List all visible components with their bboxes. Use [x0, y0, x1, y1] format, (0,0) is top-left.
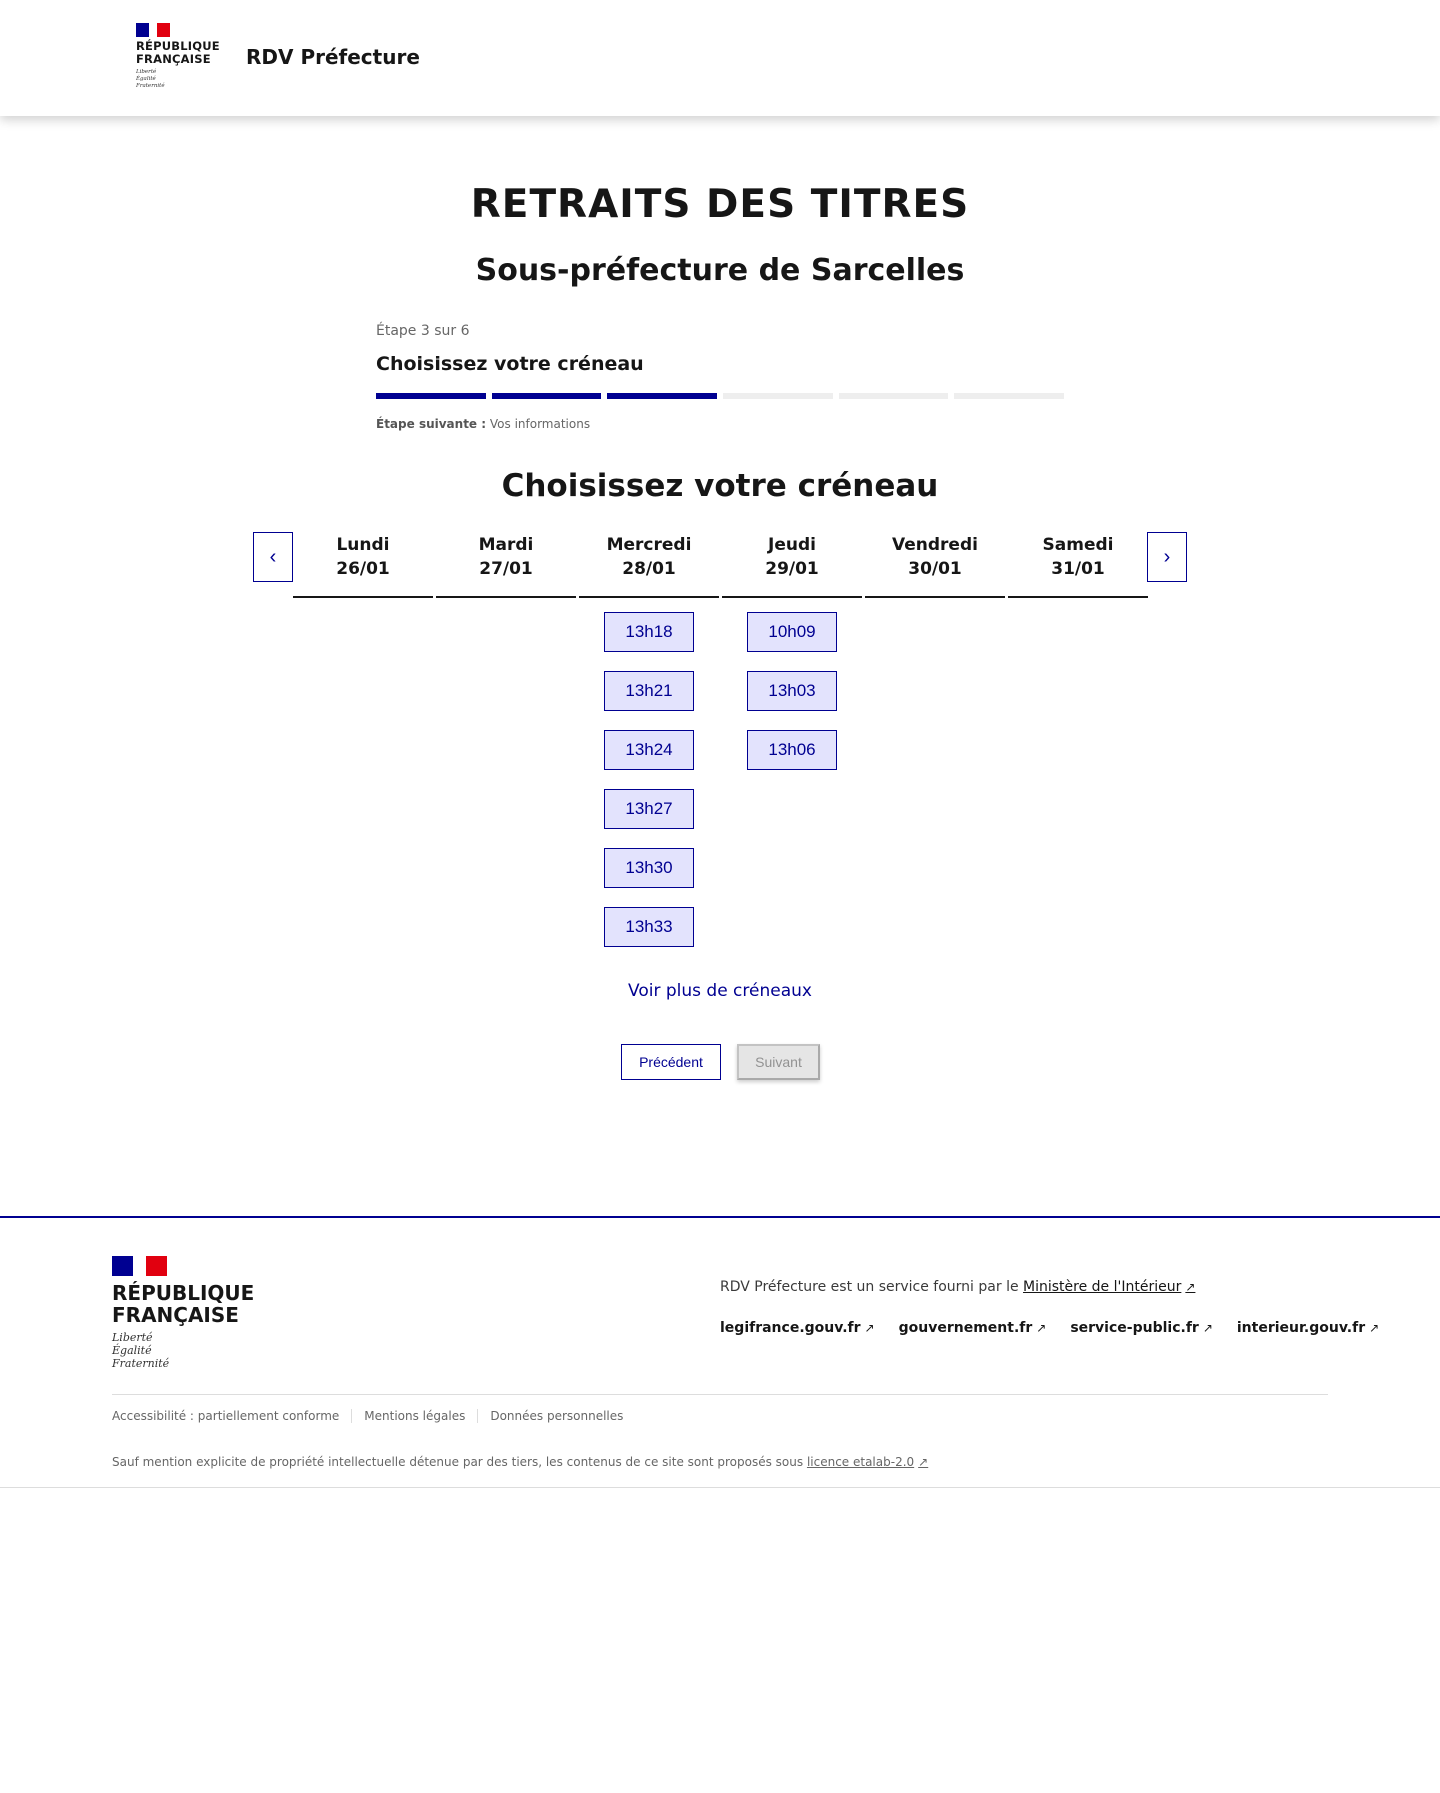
step-next-label: Étape suivante :: [376, 417, 487, 431]
personal-data-link[interactable]: Données personnelles: [477, 1409, 635, 1423]
external-link-icon: ↗: [864, 1321, 875, 1335]
external-link-icon: ↗: [1036, 1321, 1047, 1335]
external-link-icon: ↗: [1369, 1321, 1380, 1335]
next-step-button[interactable]: Suivant: [737, 1044, 820, 1080]
footer-logo-motto: Liberté Égalité Fraternité: [112, 1331, 170, 1370]
previous-step-button[interactable]: Précédent: [621, 1044, 721, 1080]
footer-links: [720, 1320, 1379, 1336]
day-column-vendredi: [865, 532, 1005, 598]
logo-motto: Liberté Égalité Fraternité: [136, 69, 165, 89]
day-column-lundi: [293, 532, 433, 598]
day-header: Samedi 31/01: [1008, 532, 1148, 598]
footer-bottom-links: [112, 1409, 635, 1423]
day-header: Mercredi 28/01: [579, 532, 719, 598]
license-link[interactable]: licence etalab-2.0 ↗: [806, 1455, 929, 1469]
interieur-link[interactable]: interieur.gouv.fr ↗: [1236, 1320, 1380, 1336]
more-slots-link[interactable]: Voir plus de créneaux: [628, 981, 812, 1001]
accessibility-link[interactable]: Accessibilité : partiellement conforme: [112, 1409, 340, 1423]
page-subtitle: Sous-préfecture de Sarcelles: [475, 253, 965, 288]
time-slot-button[interactable]: 13h24: [604, 730, 694, 770]
day-header: Lundi 26/01: [293, 532, 433, 598]
footer-divider: [112, 1394, 1328, 1395]
step-next-value: Vos informations: [489, 417, 591, 431]
step-segment: [376, 393, 486, 399]
marianne-flag-icon: [136, 23, 170, 37]
service-name[interactable]: RDV Préfecture: [246, 45, 420, 69]
external-link-icon: ↗: [1185, 1280, 1196, 1294]
legal-notice-link[interactable]: Mentions légales: [351, 1409, 477, 1423]
day-column-mardi: [436, 532, 576, 598]
time-slot-button[interactable]: 10h09: [747, 612, 837, 652]
time-slot-button[interactable]: 13h03: [747, 671, 837, 711]
step-progress-bar: [376, 393, 1064, 399]
step-segment: [839, 393, 949, 399]
marianne-flag-icon: [112, 1256, 167, 1276]
republique-francaise-logo[interactable]: [136, 23, 226, 90]
external-link-icon: ↗: [1202, 1321, 1213, 1335]
logo-text: RÉPUBLIQUE FRANÇAISE: [136, 39, 220, 66]
step-segment: [954, 393, 1064, 399]
slot-list: [722, 598, 862, 770]
time-slot-button[interactable]: 13h18: [604, 612, 694, 652]
day-header: Jeudi 29/01: [722, 532, 862, 598]
calendar-title: Choisissez votre créneau: [501, 468, 939, 504]
time-slot-button[interactable]: 13h21: [604, 671, 694, 711]
footer-description: RDV Préfecture est un service fourni par le Ministère de l'Intérieur ↗: [720, 1279, 1196, 1295]
footer-republique-francaise-logo[interactable]: [112, 1256, 254, 1370]
day-column-mercredi: [579, 532, 719, 947]
time-slot-button[interactable]: 13h30: [604, 848, 694, 888]
site-header: [0, 0, 1440, 116]
next-week-button[interactable]: [1147, 532, 1187, 582]
chevron-right-icon: ›: [1163, 545, 1171, 568]
footer-license: Sauf mention explicite de propriété intellectuelle détenue par des tiers, les contenus de ce site sont proposés sous licence etalab-2.0 ↗: [112, 1455, 929, 1469]
step-next: [376, 417, 1064, 431]
legifrance-link[interactable]: legifrance.gouv.fr ↗: [720, 1320, 875, 1336]
footer-bottom-border: [0, 1487, 1440, 1488]
day-column-jeudi: [722, 532, 862, 770]
time-slot-button[interactable]: 13h27: [604, 789, 694, 829]
external-link-icon: ↗: [918, 1455, 929, 1469]
stepper: [376, 323, 1064, 431]
chevron-left-icon: ‹: [269, 545, 277, 568]
previous-week-button[interactable]: [253, 532, 293, 582]
day-header: Mardi 27/01: [436, 532, 576, 598]
step-segment: [492, 393, 602, 399]
slot-list: [579, 598, 719, 947]
step-segment: [607, 393, 717, 399]
footer-logo-text: RÉPUBLIQUE FRANÇAISE: [112, 1281, 255, 1327]
step-segment: [723, 393, 833, 399]
page-title: RETRAITS DES TITRES: [470, 182, 970, 227]
ministere-link[interactable]: Ministère de l'Intérieur ↗: [1023, 1279, 1196, 1295]
day-column-samedi: [1008, 532, 1148, 598]
footer-top-border: [0, 1216, 1440, 1218]
service-public-link[interactable]: service-public.fr ↗: [1070, 1320, 1213, 1336]
time-slot-button[interactable]: 13h33: [604, 907, 694, 947]
time-slot-button[interactable]: 13h06: [747, 730, 837, 770]
step-title: Choisissez votre créneau: [376, 353, 644, 375]
gouvernement-link[interactable]: gouvernement.fr ↗: [898, 1320, 1047, 1336]
day-header: Vendredi 30/01: [865, 532, 1005, 598]
step-state: Étape 3 sur 6: [376, 323, 470, 339]
